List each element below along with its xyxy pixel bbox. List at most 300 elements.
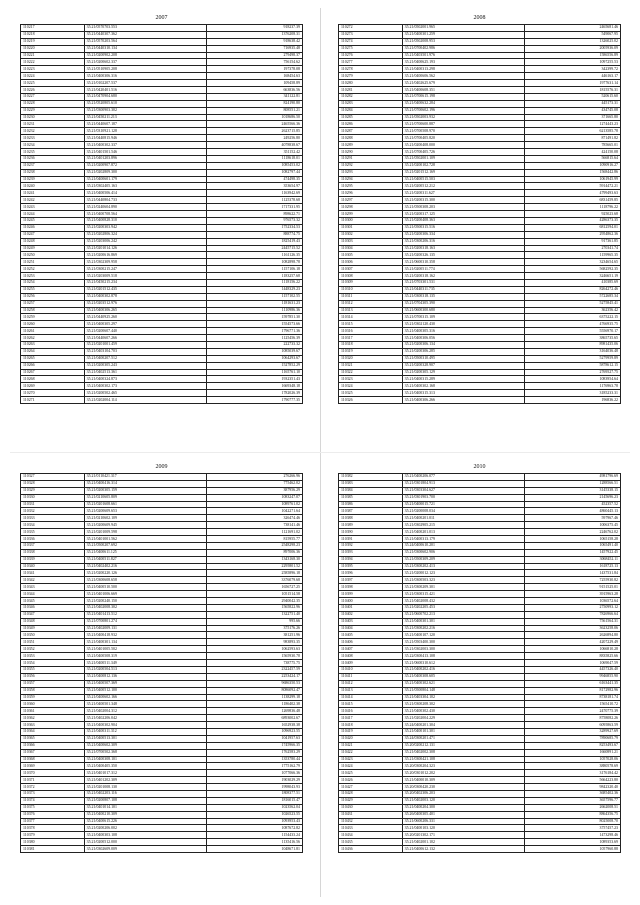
table-row [339,742,621,749]
row-id-cell: 110373 [21,790,85,797]
row-id-cell: 110236 [21,155,85,162]
table-row [21,169,303,176]
row-id-cell: 110422 [339,749,403,756]
amount-cell: 4078838.67 [207,142,303,149]
table-row [21,715,303,722]
amount-cell: 2465681.46 [525,25,621,32]
row-id-cell: 110436 [339,846,403,853]
row-id-cell: 110335 [21,529,85,536]
row-id-cell: 110377 [21,818,85,825]
reference-cell: 35.21/0200305.129 [402,369,525,376]
table-row [339,355,621,362]
table-row [339,577,621,584]
row-id-cell: 110360 [21,701,85,708]
reference-cell: 35.21/0200303.942 [84,224,207,231]
reference-cell: 35.21/0303304.627 [402,487,525,494]
row-id-cell: 110407 [339,646,403,653]
amount-cell: 1183257.68 [207,273,303,280]
row-id-cell: 110226 [21,87,85,94]
table-row [21,397,303,404]
reference-cell: 35.21/0200907.872 [84,162,207,169]
amount-cell: 897006.36 [207,549,303,556]
row-id-cell: 110402 [339,611,403,618]
row-id-cell: 110340 [21,563,85,570]
row-id-cell: 110255 [21,286,85,293]
amount-cell: 1135416.56 [207,839,303,846]
reference-cell: 35.21/0400306.265 [84,307,207,314]
data-table [20,473,303,853]
reference-cell: 35.21/0400301.301 [402,618,525,625]
reference-cell: 35.21/0400315.313 [402,390,525,397]
row-id-cell: 110409 [339,660,403,667]
table-row [21,722,303,729]
table-row [339,59,621,66]
table-row [21,383,303,390]
reference-cell: 35.21/0500804.148 [402,687,525,694]
amount-cell: 6163441.35 [525,680,621,687]
reference-cell: 35.21/0402008.432 [402,598,525,605]
table-row [339,231,621,238]
reference-cell: 35.21/0400308.605 [402,673,525,680]
table-row [339,784,621,791]
amount-cell: 351152.42 [207,149,303,156]
table-row [339,563,621,570]
row-id-cell: 110302 [339,231,403,238]
table-row [339,162,621,169]
amount-cell: 871491.82 [525,135,621,142]
row-id-cell: 110379 [21,832,85,839]
amount-cell: 1065158.28 [525,536,621,543]
row-id-cell: 110219 [21,38,85,45]
reference-cell: 35.21/0201008.130 [84,784,207,791]
amount-cell: 474498.35 [207,176,303,183]
row-id-cell: 110271 [21,397,85,404]
table-row [339,259,621,266]
table-row [21,797,303,804]
reference-cell: 35.21/0200206.002 [84,825,207,832]
amount-cell: 1343168.30 [207,556,303,563]
amount-cell: 196836.22 [525,397,621,404]
amount-cell: 1457922.45 [525,549,621,556]
amount-cell: 1565410.72 [525,701,621,708]
table-row [21,666,303,673]
reference-cell: 35.21/0400602.166 [84,694,207,701]
reference-cell: 35.21/0400302.621 [402,680,525,687]
table-row [339,100,621,107]
amount-cell: 362356.42 [525,307,621,314]
reference-cell: 35.21/0440925.260 [84,314,207,321]
reference-cell: 35.21/0703301.531 [402,279,525,286]
row-id-cell: 110349 [21,625,85,632]
reference-cell: 35.21/0400416.314 [84,480,207,487]
reference-cell: 35.21/0300206.316 [402,238,525,245]
table-row [21,694,303,701]
table-row [21,673,303,680]
amount-cell: 566815.64 [525,155,621,162]
row-id-cell: 110220 [21,45,85,52]
row-id-cell: 110247 [21,231,85,238]
row-id-cell: 110351 [21,639,85,646]
table-row [21,556,303,563]
reference-cell: 35.21/0400506.414 [84,190,207,197]
reference-cell: 35.21/0200102.728 [402,162,525,169]
row-id-cell: 110217 [21,25,85,32]
table-panel-2008 [338,12,621,404]
table-row [339,584,621,591]
row-id-cell: 110388 [339,515,403,522]
row-id-cell: 110303 [339,238,403,245]
table-row [21,839,303,846]
row-id-cell: 110291 [339,155,403,162]
table-row [339,314,621,321]
reference-cell: 35.21/0400306.266 [402,397,525,404]
reference-cell: 35.21/0401413.512 [84,611,207,618]
reference-cell: 35.21/0400515.503 [402,176,525,183]
reference-cell: 35.21/0401203.896 [84,155,207,162]
amount-cell: 1077066.36 [207,770,303,777]
amount-cell: 3246651.19 [525,273,621,280]
table-row [339,632,621,639]
reference-cell: 35.21/0301903.700 [402,494,525,501]
reference-cell: 35.21/0210605.809 [84,494,207,501]
year-heading: 2010 [473,464,486,470]
row-id-cell: 110393 [339,549,403,556]
amount-cell: 1527852.29 [207,362,303,369]
table-row [21,390,303,397]
table-row [339,728,621,735]
reference-cell: 35.21/0203006.242 [84,238,207,245]
row-id-cell: 110301 [339,224,403,231]
table-row [21,474,303,481]
amount-cell: 1565822.96 [207,604,303,611]
table-row [21,107,303,114]
table-row [21,128,303,135]
table-row [339,328,621,335]
table-row [339,549,621,556]
table-row [339,176,621,183]
amount-cell: 3376079.68 [207,577,303,584]
row-id-cell: 110420 [339,735,403,742]
table-row [339,252,621,259]
table-row [339,790,621,797]
amount-cell: 1656727.25 [207,584,303,591]
row-id-cell: 110410 [339,666,403,673]
row-id-cell: 110297 [339,197,403,204]
amount-cell: 1186402.38 [207,701,303,708]
row-id-cell: 110387 [339,508,403,515]
reference-cell: 35.21/0301804.913 [402,480,525,487]
row-id-cell: 110282 [339,93,403,100]
reference-cell: 35.21/0700508.970 [402,128,525,135]
table-row [339,300,621,307]
reference-cell: 35.21/0201001.459 [84,341,207,348]
table-panel-2007 [20,12,303,404]
reference-cell: 35.21/0400204.300 [402,804,525,811]
row-id-cell: 110346 [21,604,85,611]
amount-cell: 222733.32 [207,341,303,348]
reference-cell: 35.21/0201014.126 [84,245,207,252]
amount-cell: 2253424.17 [207,673,303,680]
reference-cell: 35.21/0200512.212 [402,183,525,190]
table-row [21,38,303,45]
table-row [21,369,303,376]
table-row [339,169,621,176]
table-row [339,749,621,756]
row-id-cell: 110339 [21,556,85,563]
table-row [21,625,303,632]
reference-cell: 35.21/0200607.440 [84,328,207,335]
reference-cell: 35.26/0400305.401 [402,811,525,818]
table-row [21,300,303,307]
row-id-cell: 110355 [21,666,85,673]
reference-cell: 35.21/0302905.215 [402,522,525,529]
reference-cell: 35.21/0700602.196 [402,107,525,114]
amount-cell: 1061945.99 [525,176,621,183]
row-id-cell: 110225 [21,80,85,87]
reference-cell: 35.21/0200306.285 [402,348,525,355]
reference-cell: 35.21/0403304.102 [402,694,525,701]
table-row [339,825,621,832]
row-id-cell: 110353 [21,653,85,660]
row-id-cell: 110337 [21,542,85,549]
table-row [339,273,621,280]
amount-cell: 1322751.40 [207,611,303,618]
reference-cell: 35.21/0201009.598 [84,529,207,536]
row-id-cell: 110275 [339,45,403,52]
amount-cell: 276266.96 [207,474,303,481]
table-row [339,694,621,701]
reference-cell: 35.21/0200512.000 [84,839,207,846]
row-id-cell: 110384 [339,487,403,494]
table-row [339,480,621,487]
reference-cell: 35.21/0302003.300 [402,646,525,653]
table-row [21,93,303,100]
row-id-cell: 110259 [21,314,85,321]
amount-cell: 1026523.55 [207,811,303,818]
amount-cell: 1118618.01 [207,155,303,162]
row-id-cell: 110234 [21,142,85,149]
table-row [21,335,303,342]
table-row [21,639,303,646]
reference-cell: 35.21/0201608.661 [84,501,207,508]
row-id-cell: 110278 [339,66,403,73]
table-row [339,763,621,770]
amount-cell: 1181631.23 [207,300,303,307]
amount-cell: 2750993.12 [525,604,621,611]
row-id-cell: 110243 [21,204,85,211]
amount-cell: 1085039.67 [207,348,303,355]
amount-cell: 5878612.15 [525,362,621,369]
row-id-cell: 110265 [21,355,85,362]
reference-cell: 35.21/0402402.216 [84,563,207,570]
row-id-cell: 110229 [21,107,85,114]
table-row [339,818,621,825]
table-row [339,646,621,653]
reference-cell: 35.21/0440607.266 [84,335,207,342]
row-id-cell: 110385 [339,494,403,501]
reference-cell: 35.21/0102207.537 [84,80,207,87]
amount-cell: 1093953.43 [207,818,303,825]
table-row [339,673,621,680]
row-id-cell: 110310 [339,286,403,293]
row-id-cell: 110391 [339,536,403,543]
row-id-cell: 110430 [339,804,403,811]
table-row [339,474,621,481]
reference-cell: 35.21/0200326.135 [402,252,525,259]
amount-cell: 4457326.40 [525,666,621,673]
reference-cell: 35.21/0440311.735 [402,286,525,293]
row-id-cell: 110261 [21,328,85,335]
row-id-cell: 110338 [21,549,85,556]
table-row [339,839,621,846]
amount-cell: 1023562.04 [207,804,303,811]
table-row [21,832,303,839]
table-row [339,797,621,804]
reference-cell: 35.21/0300208.302 [402,701,525,708]
table-row [339,348,621,355]
table-row [21,307,303,314]
reference-cell: 35.21/0202809.300 [84,169,207,176]
amount-cell: 8025008.70 [525,818,621,825]
table-row [339,224,621,231]
year-heading: 2009 [155,464,168,470]
amount-cell: 1473298.46 [525,832,621,839]
table-row [339,542,621,549]
table-row [339,128,621,135]
year-heading: 2008 [473,15,486,21]
reference-cell: 35.20/0200212.131 [402,742,525,749]
table-row [339,362,621,369]
row-id-cell: 110273 [339,31,403,38]
row-id-cell: 110326 [339,397,403,404]
table-row [339,522,621,529]
amount-cell: 109458.89 [207,80,303,87]
amount-cell: 1097255.53 [525,59,621,66]
table-row [21,515,303,522]
reference-cell: 35.21/0403501.976 [402,52,525,59]
table-row [339,238,621,245]
row-id-cell: 110406 [339,639,403,646]
table-row [339,604,621,611]
row-id-cell: 110431 [339,811,403,818]
reference-cell: 35.21/0300421.108 [402,756,525,763]
table-row [339,335,621,342]
table-row [21,501,303,508]
row-id-cell: 110364 [21,728,85,735]
row-id-cell: 110380 [21,839,85,846]
reference-cell: 35.21/0402513.361 [84,369,207,376]
table-row [21,80,303,87]
amount-cell: 6095863.59 [525,722,621,729]
reference-cell: 35.21/0200318.163 [402,245,525,252]
table-row [21,618,303,625]
table-row [339,715,621,722]
reference-cell: 35.20/0402306.203 [402,790,525,797]
row-id-cell: 110328 [21,480,85,487]
reference-cell: 35.21/0401001.562 [84,536,207,543]
amount-cell: 3623258.06 [525,625,621,632]
reference-cell: 35.21/0402009.131 [84,625,207,632]
reference-cell: 35.21/0400103.120 [402,825,525,832]
table-row [21,591,303,598]
row-id-cell: 110432 [339,818,403,825]
amount-cell: 1717331.95 [207,204,303,211]
reference-cell: 35.21/0500309.209 [402,556,525,563]
reference-cell: 35.21/0400302.878 [84,293,207,300]
reference-cell: 35.21/0400202.416 [402,666,525,673]
table-row [339,341,621,348]
row-id-cell: 110367 [21,749,85,756]
table-row [21,542,303,549]
table-panel-2010 [338,461,621,853]
row-id-cell: 110426 [339,777,403,784]
table-row [339,770,621,777]
row-id-cell: 110348 [21,618,85,625]
reference-cell: 35.21/0400611.125 [84,549,207,556]
table-row [21,162,303,169]
table-row [339,190,621,197]
table-row [21,763,303,770]
amount-cell: 1006375.45 [525,522,621,529]
row-divider [10,452,630,453]
amount-cell: 1825419.43 [207,238,303,245]
table-row [21,376,303,383]
reference-cell: 35.20/0301012.202 [402,770,525,777]
table-row [21,529,303,536]
table-row [339,31,621,38]
table-row [339,369,621,376]
row-id-cell: 110416 [339,708,403,715]
amount-cell: 3657596.77 [525,797,621,804]
amount-cell: 8253493.67 [525,742,621,749]
reference-cell: 35.21/0400511.827 [84,556,207,563]
row-id-cell: 110272 [339,25,403,32]
amount-cell: 1154433.24 [207,832,303,839]
row-id-cell: 110281 [339,87,403,94]
table-row [339,508,621,515]
amount-cell: 8172982.96 [525,687,621,694]
row-id-cell: 110357 [21,680,85,687]
amount-cell: 1163942.69 [207,190,303,197]
amount-cell: 2246762.02 [525,529,621,536]
row-id-cell: 110244 [21,211,85,218]
table-row [21,480,303,487]
row-id-cell: 110359 [21,694,85,701]
table-row [21,804,303,811]
table-row [21,238,303,245]
table-row [339,529,621,536]
reference-cell: 35.24/0300201.471 [402,735,525,742]
table-row [21,770,303,777]
amount-cell: 2626894.80 [525,632,621,639]
row-id-cell: 110356 [21,673,85,680]
reference-cell: 35.21/0400511.349 [84,660,207,667]
amount-cell: 6831459.85 [525,197,621,204]
reference-cell: 35.20/0300204.323 [402,763,525,770]
table-row [339,536,621,543]
table-row [21,266,303,273]
table-row [21,784,303,791]
reference-cell: 35.21/0400210.309 [84,811,207,818]
amount-cell: 1932351.43 [207,376,303,383]
row-id-cell: 110324 [339,383,403,390]
row-id-cell: 110365 [21,735,85,742]
row-id-cell: 110389 [339,522,403,529]
reference-cell: 35.21/0600300.680 [402,307,525,314]
table-row [21,31,303,38]
row-id-cell: 110230 [21,114,85,121]
amount-cell: 8864356.75 [525,811,621,818]
